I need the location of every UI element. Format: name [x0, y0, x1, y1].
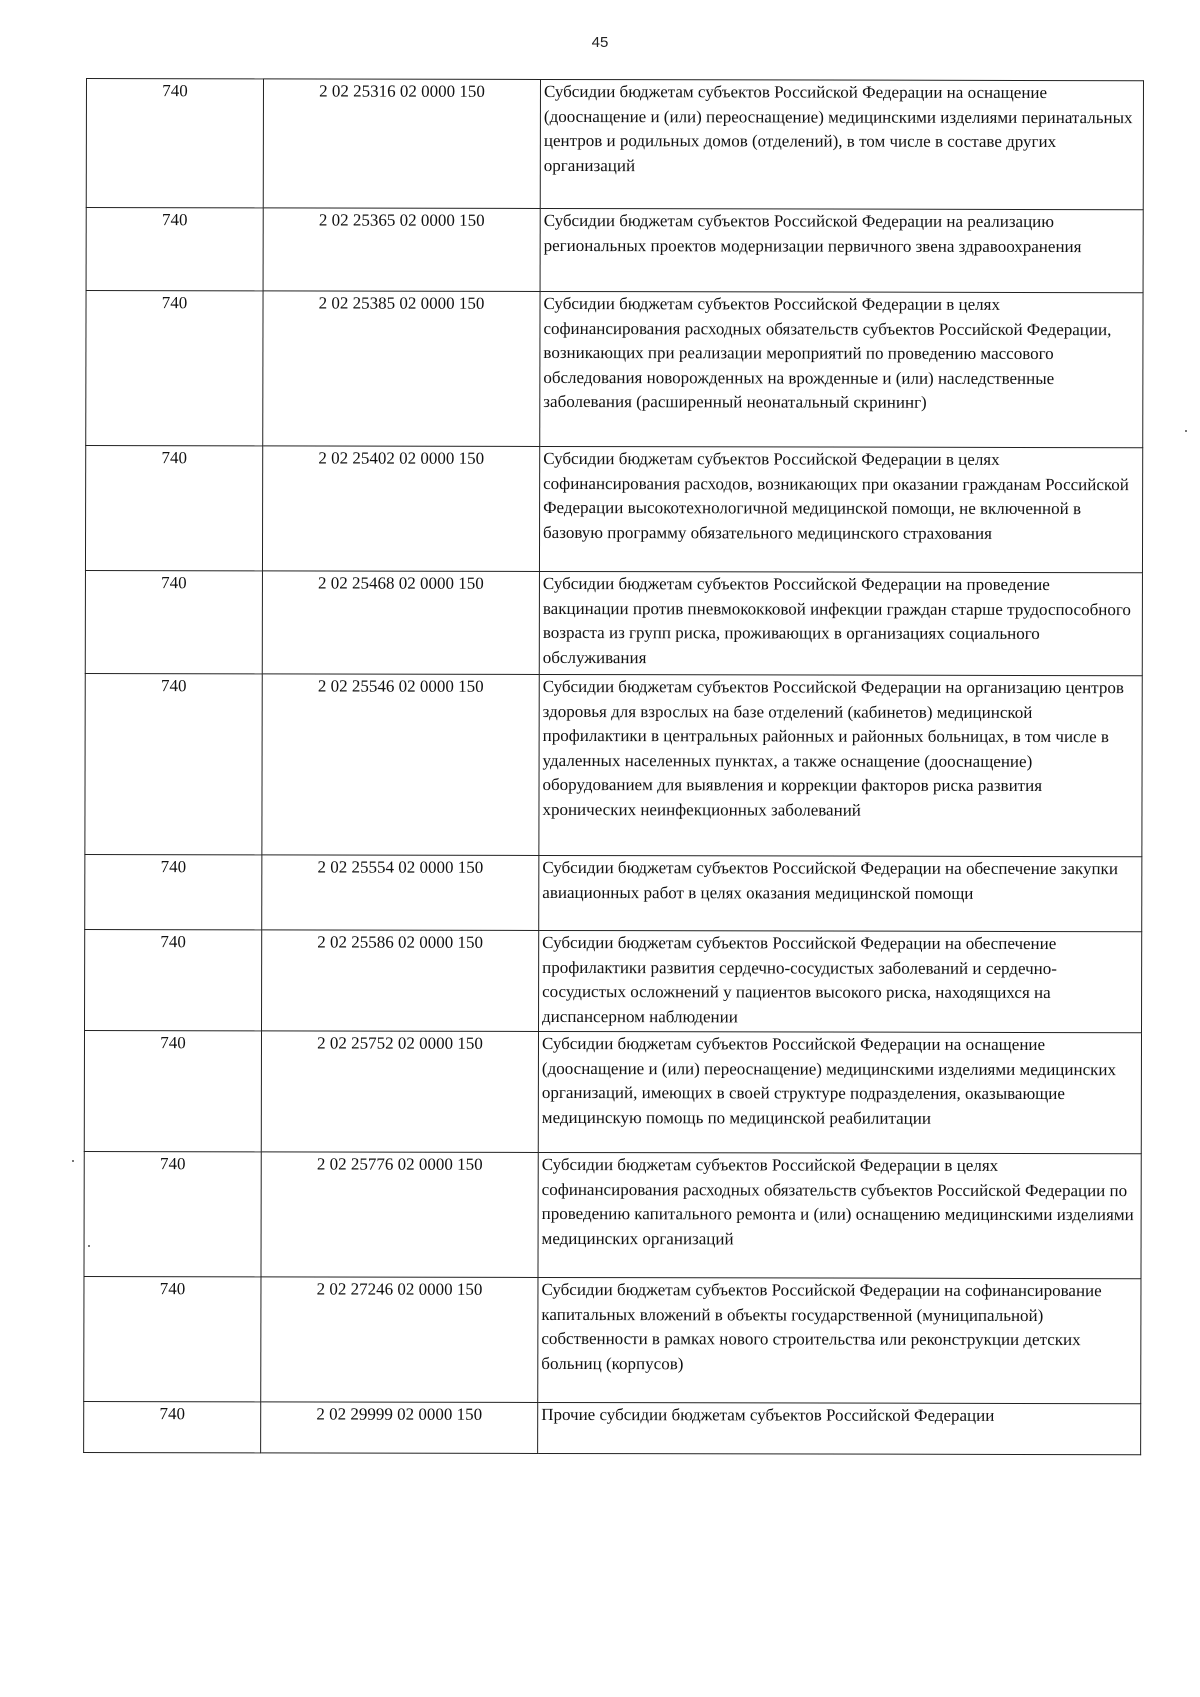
- budget-code-cell: 2 02 25752 02 0000 150: [261, 1031, 538, 1153]
- revenue-name-cell: Субсидии бюджетам субъектов Российской Федерации на обеспечение профилактики развития сердечно-сосудистых заболеваний и сердечно-сосудистых осложнений у пациентов высокого риска, находящихся на диспансерном наблюдении: [539, 930, 1142, 1032]
- admin-code-cell: 740: [84, 1151, 261, 1276]
- table-row: [85, 446, 1142, 573]
- revenue-name-cell: Субсидии бюджетам субъектов Российской Федерации на оснащение (дооснащение и (или) переоснащение) медицинскими изделиями перинатальных центров и родильных домов (отделений), в том числе в составе других организаций: [540, 79, 1143, 209]
- revenue-codes-table: [83, 78, 1144, 1455]
- table-row: [86, 79, 1143, 210]
- table-row: [85, 570, 1142, 675]
- revenue-name-cell: Субсидии бюджетам субъектов Российской Федерации в целях софинансирования расходов, возникающих при оказании гражданам Российской Федерации высокотехнологичной медицинской помощи, не включенной в базовую программу обязательного медицинского страхования: [539, 446, 1142, 572]
- revenue-name-cell: Субсидии бюджетам субъектов Российской Федерации на обеспечение закупки авиационных работ в целях оказания медицинской помощи: [539, 855, 1142, 931]
- admin-code-cell: 740: [86, 291, 263, 446]
- admin-code-cell: 740: [85, 673, 262, 854]
- budget-code-cell: 2 02 25776 02 0000 150: [261, 1152, 538, 1278]
- budget-code-cell: 2 02 25365 02 0000 150: [263, 208, 540, 292]
- budget-code-cell: 2 02 29999 02 0000 150: [261, 1402, 538, 1454]
- revenue-name-cell: Субсидии бюджетам субъектов Российской Федерации на оснащение (дооснащение и (или) переоснащение) медицинскими изделиями медицинских организаций, имеющих в своей структуре подразделения, оказывающие медицинскую помощь по медицинской реабилитации: [538, 1031, 1141, 1153]
- revenue-name-cell: Субсидии бюджетам субъектов Российской Федерации в целях софинансирования расходных обязательств субъектов Российской Федерации по проведению капитального ремонта и (или) оснащению медицинскими изделиями медицинских организаций: [538, 1152, 1141, 1278]
- revenue-name-cell: Субсидии бюджетам субъектов Российской Федерации в целях софинансирования расходных обязательств субъектов Российской Федерации, возникающих при реализации мероприятий по проведению массового обследования новорожденных на врожденные и (или) наследственные заболевания (расширенный неонатальный скрининг): [540, 291, 1143, 447]
- budget-code-cell: 2 02 25385 02 0000 150: [263, 291, 540, 447]
- budget-code-cell: 2 02 25586 02 0000 150: [262, 930, 539, 1032]
- table-row: [85, 673, 1142, 856]
- table-row: [86, 208, 1143, 293]
- scan-speck: [72, 1160, 74, 1162]
- admin-code-cell: 740: [84, 1401, 261, 1452]
- scan-speck: [88, 1245, 90, 1247]
- admin-code-cell: 740: [86, 79, 263, 208]
- admin-code-cell: 740: [85, 570, 262, 673]
- budget-code-cell: 2 02 25546 02 0000 150: [262, 674, 539, 856]
- table-row: [84, 1030, 1141, 1153]
- budget-code-cell: 2 02 25554 02 0000 150: [262, 855, 539, 931]
- page-number: 45: [591, 34, 609, 51]
- admin-code-cell: 740: [85, 854, 262, 929]
- admin-code-cell: 740: [84, 1030, 261, 1151]
- budget-code-cell: 2 02 25402 02 0000 150: [262, 446, 539, 572]
- budget-code-cell: 2 02 25316 02 0000 150: [263, 79, 540, 209]
- table-row: [86, 291, 1143, 448]
- revenue-name-cell: Субсидии бюджетам субъектов Российской Федерации на реализацию региональных проектов модернизации первичного звена здравоохранения: [540, 208, 1143, 292]
- admin-code-cell: 740: [85, 446, 262, 571]
- table-row: [85, 854, 1142, 931]
- budget-code-cell: 2 02 27246 02 0000 150: [261, 1277, 538, 1403]
- table-row: [84, 1276, 1141, 1403]
- revenue-name-cell: Субсидии бюджетам субъектов Российской Федерации на софинансирование капитальных вложений в объекты государственной (муниципальной) собственности в рамках нового строительства или реконструкции детских больниц (корпусов): [538, 1277, 1141, 1403]
- table-row: [85, 929, 1142, 1032]
- admin-code-cell: 740: [86, 208, 263, 291]
- admin-code-cell: 740: [84, 1276, 261, 1401]
- table-row: [84, 1151, 1141, 1278]
- revenue-name-cell: Субсидии бюджетам субъектов Российской Федерации на организацию центров здоровья для взрослых на базе отделений (кабинетов) медицинской профилактики в центральных районных и районных больницах, в том числе в удаленных населенных пунктах, а также оснащение (дооснащение) оборудованием для выявления и коррекции факторов риска развития хронических неинфекционных заболеваний: [539, 674, 1142, 856]
- revenue-name-cell: Субсидии бюджетам субъектов Российской Федерации на проведение вакцинации против пневмококковой инфекции граждан старше трудоспособного возраста из групп риска, проживающих в организациях социального обслуживания: [539, 571, 1142, 675]
- revenue-name-cell: Прочие субсидии бюджетам субъектов Российской Федерации: [538, 1402, 1141, 1454]
- scan-speck: [1185, 430, 1187, 432]
- admin-code-cell: 740: [85, 929, 262, 1030]
- budget-code-cell: 2 02 25468 02 0000 150: [262, 571, 539, 675]
- table-row: [84, 1401, 1141, 1454]
